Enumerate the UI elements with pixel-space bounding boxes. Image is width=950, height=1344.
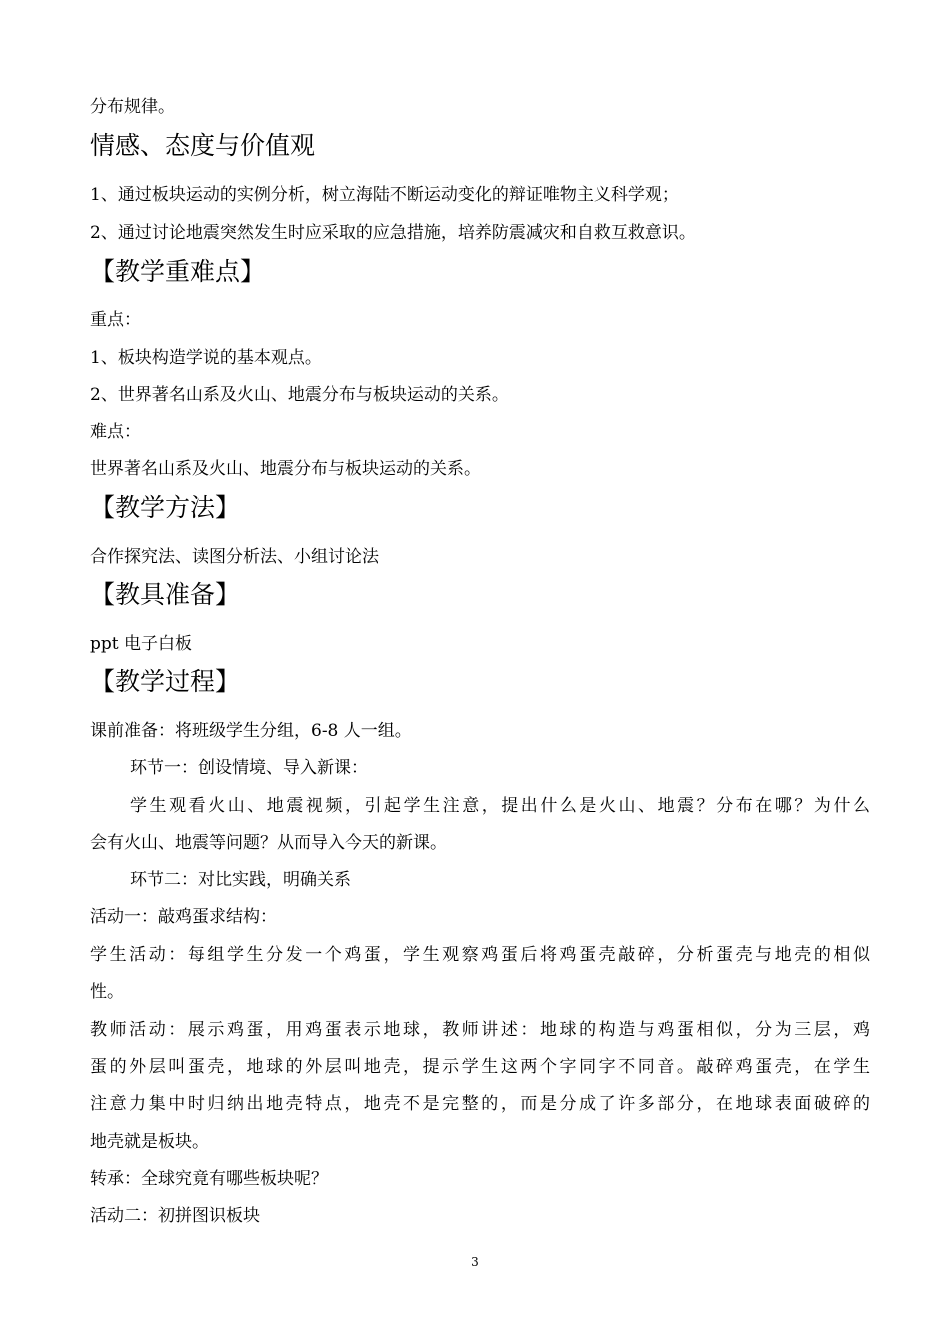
text-line: 蛋的外层叫蛋壳，地球的外层叫地壳，提示学生这两个字同字不同音。敲碎鸡蛋壳，在学生	[90, 1057, 870, 1077]
text-line: 环节二：对比实践，明确关系	[130, 870, 351, 890]
section-heading: 情感、态度与价值观	[90, 131, 316, 160]
text-line: 课前准备：将班级学生分组，6-8 人一组。	[90, 721, 412, 741]
text-line: 学生活动：每组学生分发一个鸡蛋，学生观察鸡蛋后将鸡蛋壳敲碎，分析蛋壳与地壳的相似	[90, 945, 870, 965]
page-number: 3	[471, 1255, 479, 1269]
text-line: 性。	[90, 982, 124, 1002]
text-line: 1、板块构造学说的基本观点。	[90, 348, 322, 368]
text-line: 合作探究法、读图分析法、小组讨论法	[90, 547, 379, 567]
text-line: 活动二：初拼图识板块	[90, 1206, 260, 1226]
text-line: 注意力集中时归纳出地壳特点，地壳不是完整的，而是分成了许多部分，在地球表面破碎的	[90, 1094, 870, 1114]
text-line: 教师活动：展示鸡蛋，用鸡蛋表示地球，教师讲述：地球的构造与鸡蛋相似，分为三层，鸡	[90, 1020, 870, 1040]
section-heading: 【教学重难点】	[90, 257, 266, 286]
text-line: 学生观看火山、地震视频，引起学生注意，提出什么是火山、地震？分布在哪？为什么	[130, 796, 870, 816]
text-line: 转承：全球究竟有哪些板块呢？	[90, 1169, 328, 1189]
text-line: 分布规律。	[90, 97, 175, 117]
section-heading: 【教学方法】	[90, 493, 241, 522]
text-line: 会有火山、地震等问题？从而导入今天的新课。	[90, 833, 447, 853]
section-heading: 【教具准备】	[90, 580, 241, 609]
text-line: 环节一：创设情境、导入新课：	[130, 758, 368, 778]
text-line: 难点：	[90, 422, 141, 442]
text-line: 2、世界著名山系及火山、地震分布与板块运动的关系。	[90, 385, 509, 405]
section-heading: 【教学过程】	[90, 667, 241, 696]
text-line: 地壳就是板块。	[90, 1132, 209, 1152]
text-line: 重点：	[90, 310, 141, 330]
text-line: 活动一：敲鸡蛋求结构：	[90, 907, 277, 927]
text-line: 2、通过讨论地震突然发生时应采取的应急措施，培养防震减灾和自救互救意识。	[90, 223, 696, 243]
text-line: 1、通过板块运动的实例分析，树立海陆不断运动变化的辩证唯物主义科学观；	[90, 185, 679, 205]
text-line: ppt 电子白板	[90, 634, 192, 654]
text-line: 世界著名山系及火山、地震分布与板块运动的关系。	[90, 459, 481, 479]
